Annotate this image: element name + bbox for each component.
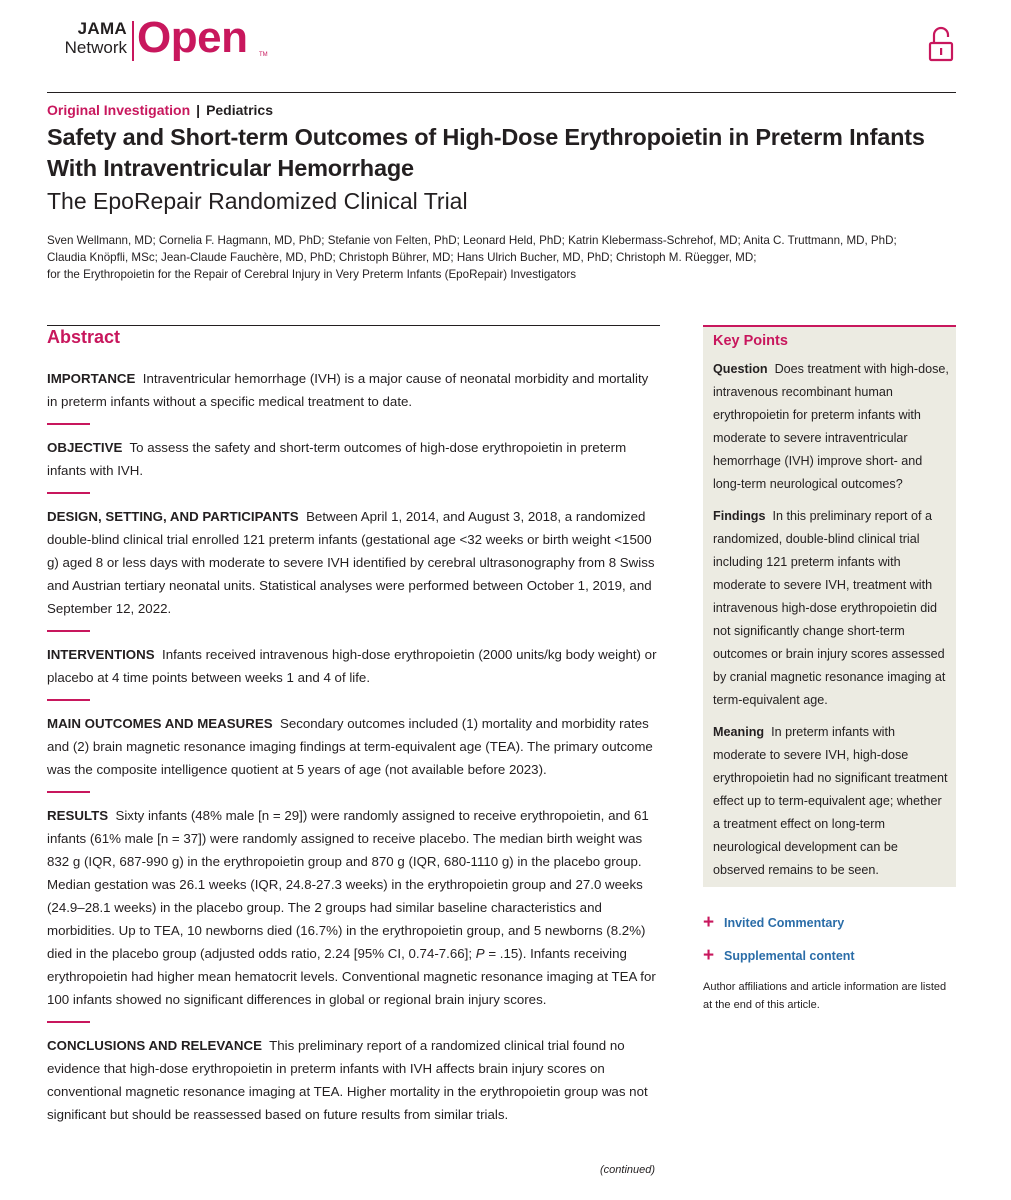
abstract-importance <box>47 367 662 413</box>
abstract-objective <box>47 436 662 482</box>
objective-text: To assess the safety and short-term outcomes of high-dose erythropoietin in preterm infants with IVH. <box>47 440 627 478</box>
section-divider <box>47 423 90 425</box>
question-label: Question <box>713 362 768 376</box>
abstract-design <box>47 505 662 620</box>
supplemental-content-link[interactable] <box>703 945 855 967</box>
key-point-meaning <box>713 721 949 882</box>
results-text-b: = .15). Infants receiving erythropoietin had higher mean hematocrit levels. Conventional magnetic resonance imaging at TEA for 100 infants showed no significant differences in global or regional brain injury scores. <box>47 946 656 1007</box>
interventions-text: Infants received intravenous high-dose erythropoietin (2000 units/kg body weight) or placebo at 4 time points between weeks 1 and 4 of life. <box>47 647 657 685</box>
outcomes-text: Secondary outcomes included (1) mortality and morbidity rates and (2) brain magnetic resonance imaging findings at term-equivalent age (TEA). The primary outcome was the composite intelligence quotient at 5 years of age (not available before 2023). <box>47 716 653 777</box>
outcomes-label: MAIN OUTCOMES AND MEASURES <box>47 716 273 731</box>
abstract-rule <box>47 325 660 326</box>
plus-icon: + <box>703 912 715 933</box>
meaning-text: In preterm infants with moderate to severe IVH, high-dose erythropoietin had no significant treatment effect up to term-equivalent age; whether a treatment effect on long-term neurological development can be observed remains to be seen. <box>713 725 948 877</box>
abstract-conclusions <box>47 1034 662 1126</box>
section-separator: | <box>196 102 201 118</box>
article-section-line <box>47 102 273 118</box>
logo-open-text: Open <box>137 13 248 62</box>
key-points-box <box>703 325 956 887</box>
meaning-label: Meaning <box>713 725 765 739</box>
subsection-label: Pediatrics <box>206 102 273 118</box>
importance-label: IMPORTANCE <box>47 371 136 386</box>
key-points-heading: Key Points <box>713 333 788 349</box>
open-lock-icon <box>928 26 954 67</box>
section-divider <box>47 492 90 494</box>
logo-trademark: TM <box>259 52 268 58</box>
key-point-findings <box>713 505 949 712</box>
key-points-body <box>713 358 949 891</box>
section-divider <box>47 630 90 632</box>
header-rule <box>47 92 956 93</box>
conclusions-label: CONCLUSIONS AND RELEVANCE <box>47 1038 262 1053</box>
abstract-outcomes <box>47 712 662 781</box>
abstract-heading: Abstract <box>47 327 121 347</box>
section-divider <box>47 699 90 701</box>
design-label: DESIGN, SETTING, AND PARTICIPANTS <box>47 509 299 524</box>
authors-line: for the Erythropoietin for the Repair of Cerebral Injury in Very Preterm Infants (EpoRepair) Investigators <box>47 268 577 281</box>
results-label: RESULTS <box>47 808 109 823</box>
logo-network-text: Network <box>64 38 127 57</box>
section-divider <box>47 1021 90 1023</box>
results-p-symbol: P <box>475 946 485 961</box>
author-list <box>47 232 947 283</box>
logo-divider <box>132 21 134 61</box>
affiliations-note: Author affiliations and article information are listed at the end of this article. <box>703 981 947 1011</box>
authors-line: Claudia Knöpfli, MSc; Jean-Claude Fauchère, MD, PhD; Christoph Bührer, MD; Hans Ulrich Bucher, MD, PhD; Christoph M. Rüegger, MD; <box>47 251 757 264</box>
plus-icon: + <box>703 945 715 966</box>
authors-line: Sven Wellmann, MD; Cornelia F. Hagmann, MD, PhD; Stefanie von Felten, PhD; Leonard Held, PhD; Katrin Klebermass-Schrehof, MD; Anita C. Truttmann, MD, PhD; <box>47 234 897 247</box>
design-text: Between April 1, 2014, and August 3, 2018, a randomized double-blind clinical trial enrolled 121 preterm infants (gestational age <32 weeks or birth weight <1500 g) aged 8 or less days with moderate to severe IVH identified by cerebral ultrasonography from 8 Swiss and Austrian tertiary neonatal units. Statistical analyses were performed between October 1, 2019, and September 12, 2022. <box>47 509 655 616</box>
abstract-results <box>47 804 662 1011</box>
findings-text: In this preliminary report of a randomized, double-blind clinical trial including 121 preterm infants with moderate to severe IVH, treatment with intravenous high-dose erythropoietin did not significantly change short-term outcomes or brain injury scores assessed by cranial magnetic resonance imaging at term-equivalent age. <box>713 509 946 707</box>
objective-label: OBJECTIVE <box>47 440 123 455</box>
section-divider <box>47 791 90 793</box>
conclusions-text: This preliminary report of a randomized clinical trial found no evidence that high-dose erythropoietin in preterm infants with IVH affects brain injury scores on conventional magnetic resonance imaging at TEA. Higher mortality in the erythropoietin group was not significant but should be reassessed based on future results from similar trials. <box>47 1038 648 1122</box>
invited-commentary-link[interactable] <box>703 912 855 934</box>
sidebar-links <box>703 912 855 978</box>
continued-note: (continued) <box>600 1164 656 1176</box>
section-label: Original Investigation <box>47 102 191 118</box>
article-title: Safety and Short-term Outcomes of High-Dose Erythropoietin in Preterm Infants With Intraventricular Hemorrhage <box>47 124 925 181</box>
key-point-question <box>713 358 949 496</box>
importance-text: Intraventricular hemorrhage (IVH) is a major cause of neonatal morbidity and mortality in preterm infants without a specific medical treatment to date. <box>47 371 649 409</box>
abstract-body <box>47 367 662 1126</box>
question-text: Does treatment with high-dose, intravenous recombinant human erythropoietin for preterm infants with moderate to severe intraventricular hemorrhage (IVH) improve short- and long-term neurological outcomes? <box>713 362 949 491</box>
invited-commentary-label: Invited Commentary <box>724 916 845 930</box>
logo-jama-text: JAMA <box>77 19 127 38</box>
interventions-label: INTERVENTIONS <box>47 647 155 662</box>
results-text-a: Sixty infants (48% male [n = 29]) were randomly assigned to receive erythropoietin, and 61 infants (61% male [n = 37]) were randomly assigned to receive placebo. The median birth weight was 832 g (IQR, 687-990 g) in the erythropoietin group and 870 g (IQR, 680-1110 g) in the placebo group. Median gestation was 26.1 weeks (IQR, 24.8-27.3 weeks) in the erythropoietin group and 27.0 weeks (24.9–28.1 weeks) in the placebo group. The 2 groups had similar baseline characteristics and morbidities. Up to TEA, 10 newborns died (16.7%) in the erythropoietin group, and 5 newborns (8.2%) died in the placebo group (adjusted odds ratio, 2.24 [95% CI, 0.74-7.66]; <box>47 808 649 961</box>
findings-label: Findings <box>713 509 766 523</box>
article-subtitle: The EpoRepair Randomized Clinical Trial <box>47 188 468 214</box>
supplemental-content-label: Supplemental content <box>724 949 855 963</box>
abstract-interventions <box>47 643 662 689</box>
